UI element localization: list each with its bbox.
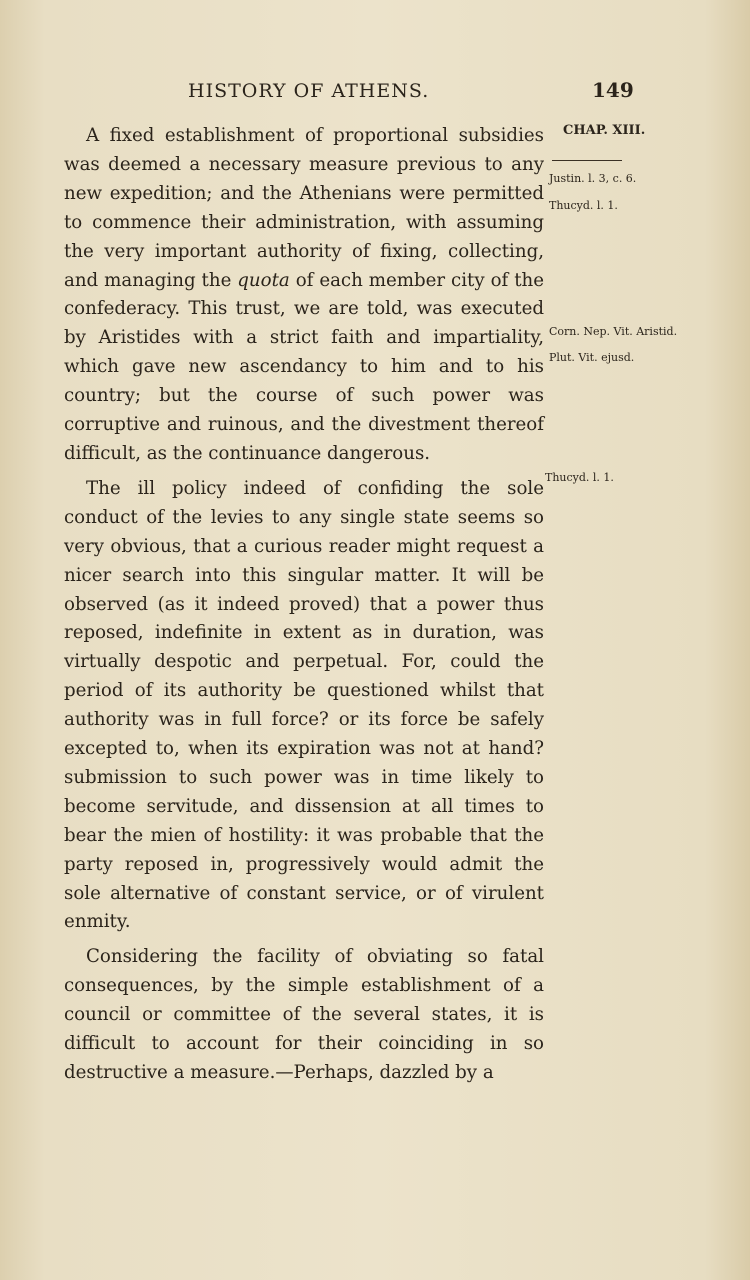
margin-note-justin: Justin. l. 3, c. 6. xyxy=(549,172,637,185)
paragraph-1-part-b: of each member city of the confederacy. This trust, we are told, was executed by Aristides with a strict faith and impartiality, which gave new ascendancy to him and to his country; but the course of such power was corruptive and ruinous, and the divestment thereof difficult, as the continuance dangerous. xyxy=(64,269,544,464)
paragraph-1-part-a: A fixed establishment of proportional subsidies was deemed a necessary measure previous to any new expedition; and the Athenians were permitted to commence their administration, with assuming the very important authority of fixing, collecting, and managing the xyxy=(64,125,544,291)
body-text xyxy=(64,122,544,1094)
page-number: 149 xyxy=(592,78,634,102)
paragraph-2: The ill policy indeed of confiding the sole conduct of the levies to any single state seems so very obvious, that a curious reader might request a nicer search into this singular matter. It will be observed (as it indeed proved) that a power thus reposed, indefinite in extent as in duration, was virtually despotic and perpetual. For, could the period of its authority be questioned whilst that authority was in full force? or its force be safely excepted to, when its expiration was not at hand? submission to such power was in time likely to become servitude, and dissension at all times to bear the mien of hostility: it was probable that the party reposed in, progressively would admit the sole alternative of constant service, or of virulent enmity. xyxy=(64,477,544,933)
quota-word: quota xyxy=(237,269,290,291)
margin-note-thucyd-1: Thucyd. l. 1. xyxy=(549,199,618,212)
margin-note-thucyd-2: Thucyd. l. 1. xyxy=(545,471,614,484)
margin-note-plut: Plut. Vit. ejusd. xyxy=(549,351,635,364)
chapter-marker: CHAP. XIII. xyxy=(563,123,646,138)
chapter-rule xyxy=(552,160,622,161)
paragraph-3: Considering the facility of obviating so fatal consequences, by the simple establishment of a council or committee of the several states, it is difficult to account for their coinciding in so destructive a measure.—Perhaps, dazzled by a xyxy=(64,946,544,1083)
page-header xyxy=(0,78,750,108)
paragraph-1 xyxy=(64,122,544,469)
margin-note-corn-nep: Corn. Nep. Vit. Aristid. xyxy=(549,325,678,338)
running-title: HISTORY OF ATHENS. xyxy=(188,80,430,102)
